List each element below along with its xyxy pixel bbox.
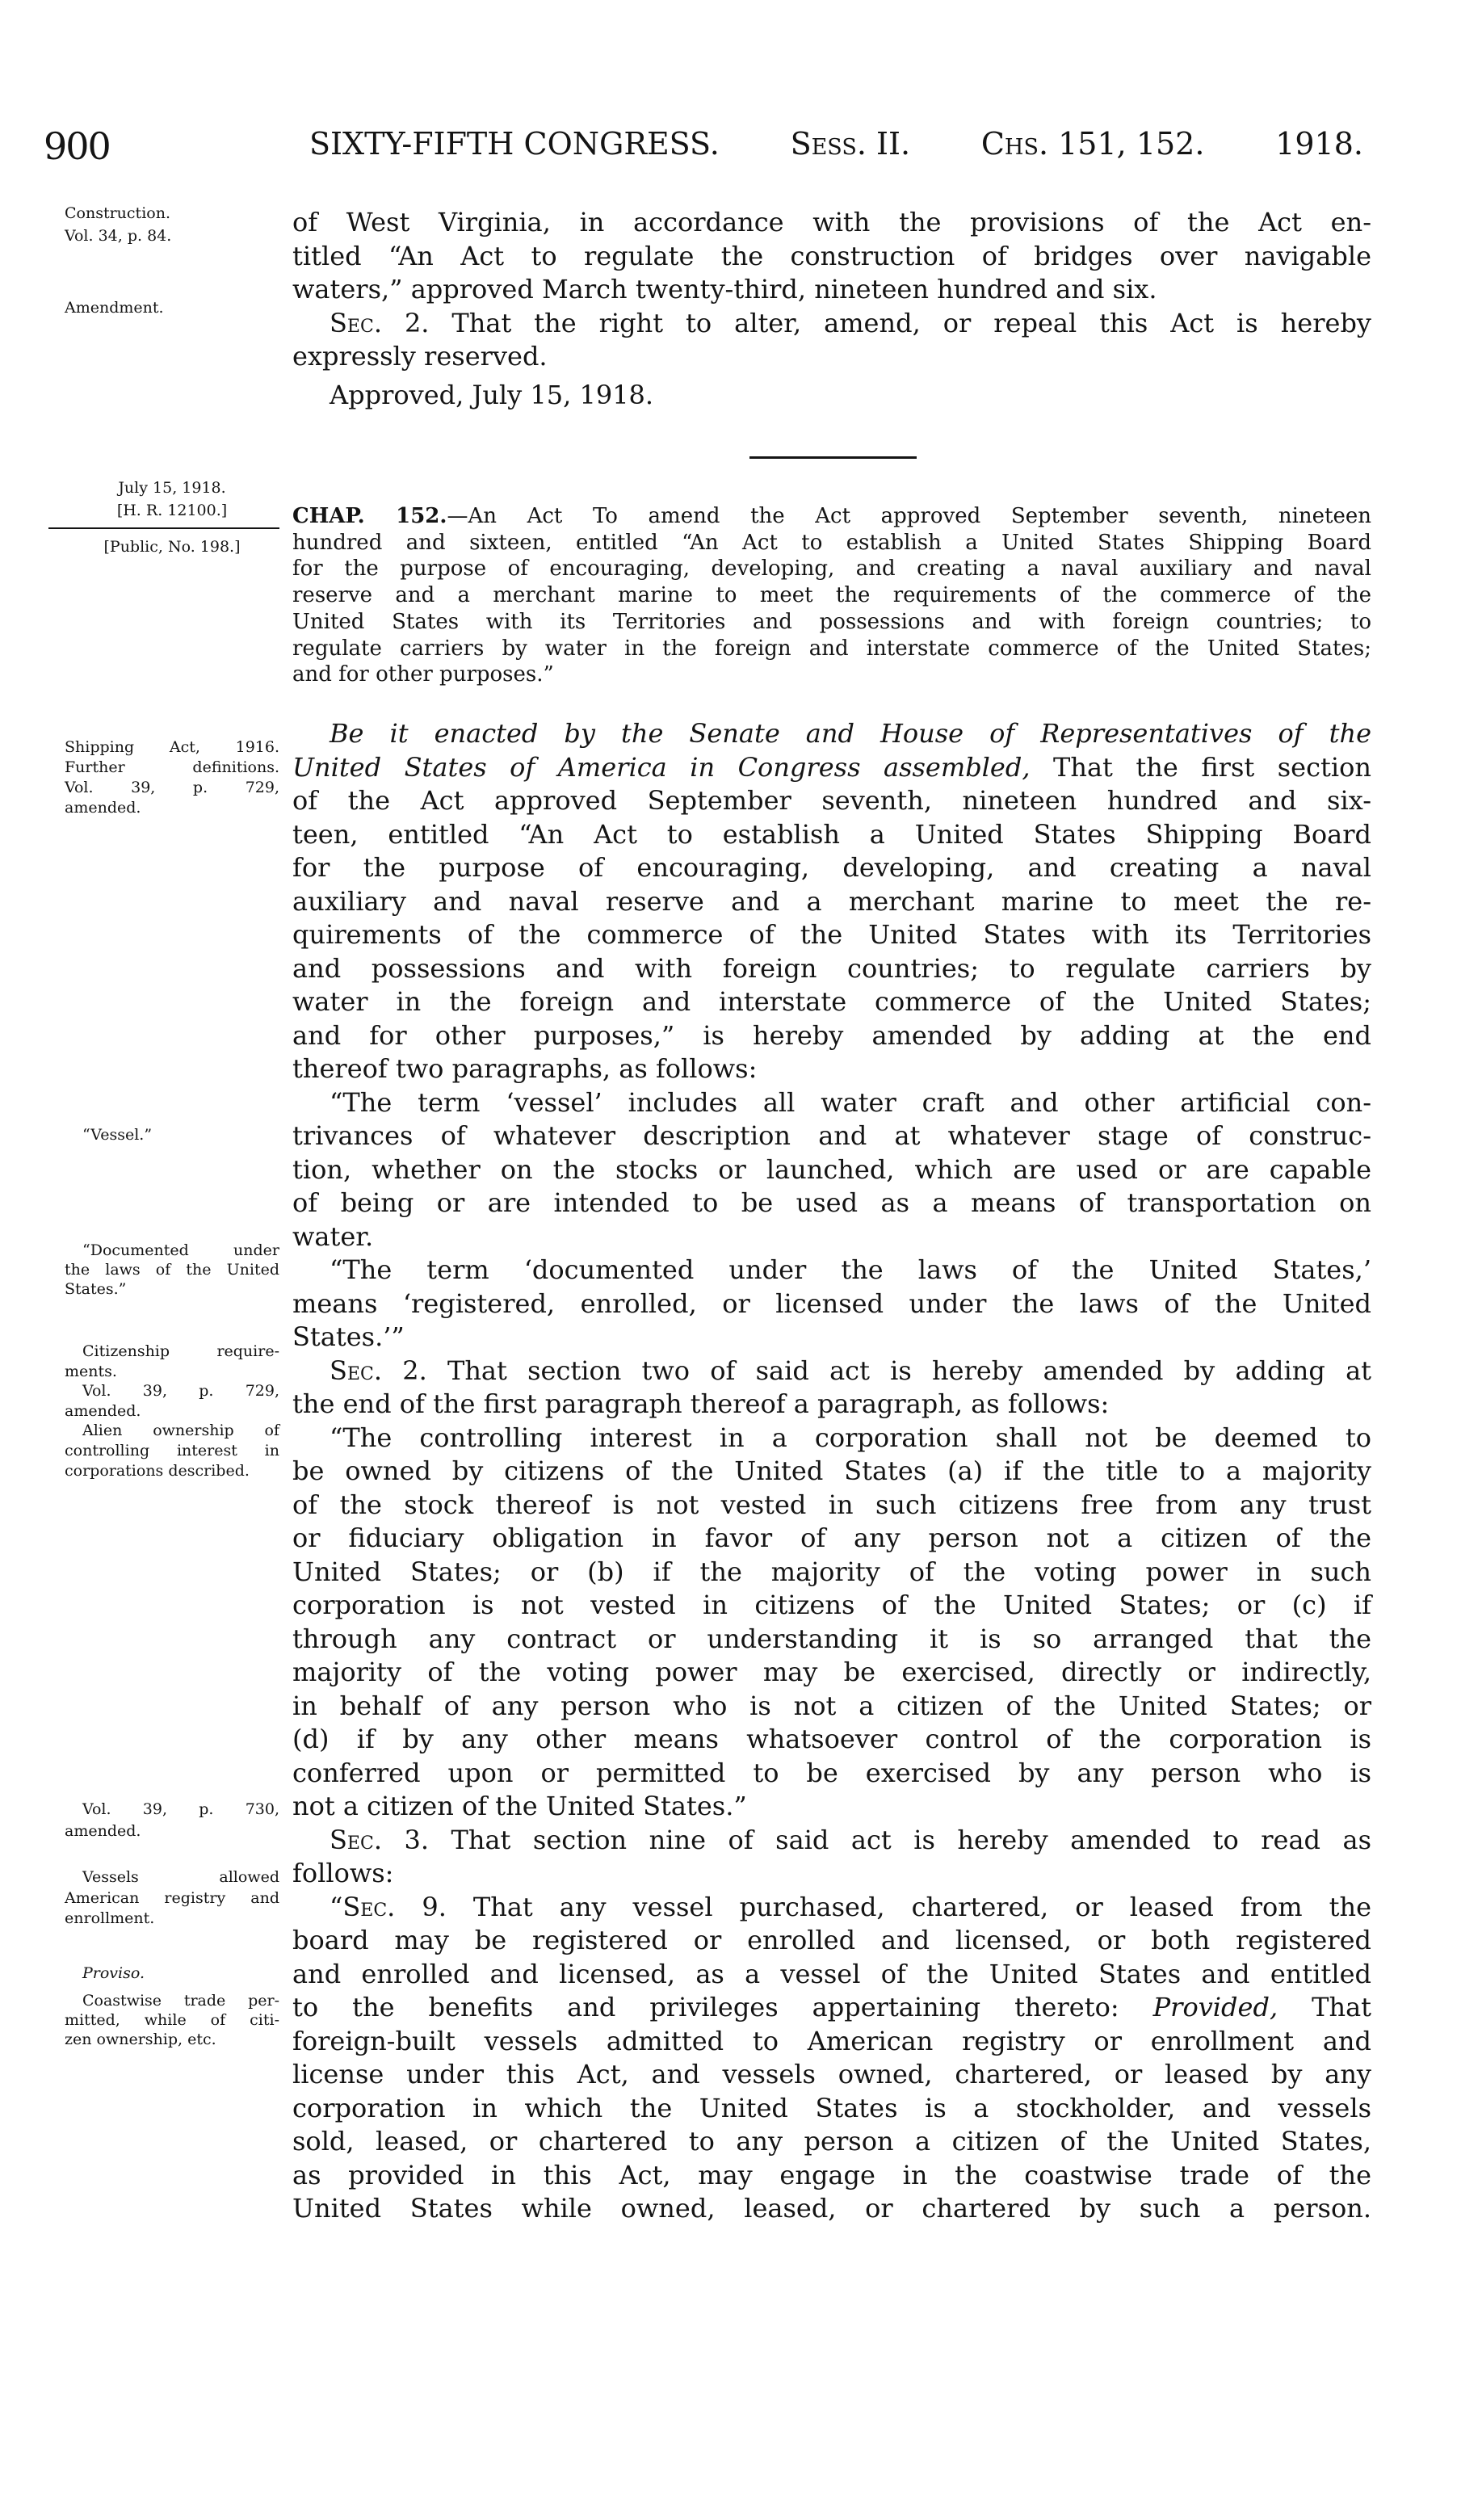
text-run: auxiliary and naval reserve and a merchant marine to meet the re- — [292, 885, 1371, 917]
margin-note-line — [65, 2010, 279, 2030]
text-line — [292, 918, 1371, 952]
text-line — [292, 556, 1371, 582]
text-run: expressly reserved. — [292, 341, 548, 372]
text-run: foreign-built vessels admitted to American registry or enrollment and — [292, 2025, 1371, 2056]
text-run: States.” — [65, 1280, 127, 1298]
text-line — [292, 1958, 1371, 1992]
running-header-part — [1275, 126, 1363, 162]
margin-note-line — [65, 1441, 279, 1461]
text-line — [292, 1790, 1371, 1824]
text-run: and for other purposes.” — [292, 662, 554, 687]
text-line — [292, 1354, 1371, 1388]
text-run: United States; or (b) if the majority of the voting power in such — [292, 1556, 1371, 1587]
text-run: “ — [330, 1891, 343, 1922]
margin-note-line — [65, 298, 279, 318]
italic-text: United States of America in Congress assembled, — [292, 751, 1031, 783]
text-line — [292, 662, 1371, 688]
text-run: teen, entitled “An Act to establish a United States Shipping Board — [292, 818, 1371, 850]
text-run: zen ownership, etc. — [65, 2031, 216, 2048]
paragraph — [292, 1254, 1371, 1354]
margin-note-line — [65, 2030, 279, 2049]
text-run: to the benefits and privileges appertaining thereto: — [292, 1992, 1153, 2022]
paragraph — [292, 307, 1371, 374]
text-run: tion, whether on the stocks or launched, which are used or are capable — [292, 1153, 1371, 1185]
chapter-divider — [749, 456, 917, 459]
text-run: hundred and sixteen, entitled “An Act to establish a United States Shipping Board — [292, 530, 1371, 555]
text-run: United States while owned, leased, or chartered by such a person. — [292, 2193, 1371, 2224]
text-run: 3. That section nine of said act is hereby amended to read as — [382, 1824, 1371, 1855]
enacting-text-block — [292, 717, 1371, 2226]
paragraph — [292, 1086, 1371, 1254]
text-run: for the purpose of encouraging, developing, and creating a naval auxiliary and naval — [292, 556, 1371, 582]
margin-note-line — [65, 477, 279, 499]
text-line — [292, 2192, 1371, 2226]
text-run: [H. R. 12100.] — [116, 502, 228, 519]
text-line — [292, 1489, 1371, 1522]
text-run: corporation is not vested in citizens of the United States; or (c) if — [292, 1590, 1371, 1620]
margin-note-line — [65, 1421, 279, 1441]
text-line — [292, 2058, 1371, 2092]
text-run: not a citizen of the United States.” — [292, 1791, 747, 1821]
continued-text-block — [292, 206, 1371, 374]
text-run: enrollment. — [65, 1909, 155, 1927]
text-run: of West Virginia, in accordance with the provisions of the Act en- — [292, 207, 1371, 237]
text-line — [292, 818, 1371, 852]
text-line — [292, 885, 1371, 919]
text-line — [292, 1891, 1371, 1925]
paragraph — [292, 1354, 1371, 1422]
text-run: [Public, No. 198.] — [103, 538, 241, 556]
text-line — [292, 1589, 1371, 1623]
text-line — [292, 751, 1371, 785]
text-run: regulate carriers by water in the foreign and interstate commerce of the United States; — [292, 636, 1371, 661]
margin-note — [65, 202, 279, 247]
text-run: United States with its Territories and possessions and with foreign countries; to — [292, 609, 1371, 634]
text-line — [292, 851, 1371, 885]
small-caps-text: Sec. — [342, 1891, 396, 1922]
text-line — [292, 1723, 1371, 1757]
text-run: Vol. 39, p. 729, — [65, 779, 279, 796]
text-run: water in the foreign and interstate commerce of the United States; — [292, 986, 1371, 1017]
text-run: Alien ownership of — [82, 1422, 279, 1440]
margin-note-line — [65, 1279, 279, 1299]
text-run: Further definitions. — [65, 758, 279, 776]
text-line — [292, 1119, 1371, 1153]
text-run: SIXTY-FIFTH CONGRESS. — [309, 126, 720, 162]
text-run: and for other purposes,” is hereby amended by adding at the end — [292, 1019, 1371, 1051]
text-line — [292, 273, 1371, 307]
text-run: Vessels allowed — [82, 1868, 279, 1886]
text-line — [292, 1388, 1371, 1422]
text-run: 9. That any vessel purchased, chartered, or leased from the — [395, 1891, 1371, 1922]
italic-text: Proviso. — [82, 1964, 145, 1982]
text-line — [292, 985, 1371, 1019]
chapter-title-block — [292, 503, 1371, 688]
text-run: Vol. 34, p. 84. — [65, 227, 172, 245]
margin-note — [65, 1991, 279, 2049]
running-header — [309, 126, 1363, 162]
text-run: (d) if by any other means whatsoever control of the corporation is — [292, 1724, 1371, 1754]
text-run: Citizenship require- — [82, 1342, 279, 1360]
text-run: titled “An Act to regulate the construction of bridges over navigable — [292, 240, 1371, 271]
page-number: 900 — [44, 124, 110, 168]
text-run: corporation in which the United States is a stockholder, and vessels — [292, 2092, 1371, 2123]
text-line — [292, 1824, 1371, 1858]
margin-note — [65, 298, 279, 318]
text-run: July 15, 1918. — [118, 479, 226, 497]
text-run: —An Act To amend the Act approved September seventh, nineteen — [447, 504, 1371, 528]
text-run: That the first section — [1030, 751, 1372, 783]
margin-note-line — [65, 1964, 279, 1984]
text-run: majority of the voting power may be exercised, directly or indirectly, — [292, 1657, 1371, 1687]
text-line — [292, 206, 1371, 240]
text-run: That — [1278, 1992, 1372, 2022]
text-run: 2. That the right to alter, amend, or repeal this Act is hereby — [382, 307, 1371, 338]
margin-note — [65, 1342, 279, 1480]
text-line — [292, 1019, 1371, 1053]
text-run: American registry and — [65, 1888, 279, 1907]
text-run: conferred upon or permitted to be exercised by any person who is — [292, 1757, 1371, 1788]
margin-note — [65, 1964, 279, 1984]
text-line — [292, 1857, 1371, 1891]
text-run: thereof two paragraphs, as follows: — [292, 1053, 758, 1084]
text-run: of the stock thereof is not vested in such citizens free from any trust — [292, 1489, 1371, 1520]
text-run: the end of the first paragraph thereof a paragraph, as follows: — [292, 1388, 1110, 1419]
text-run: and enrolled and licensed, as a vessel of the United States and entitled — [292, 1958, 1371, 1989]
paragraph — [292, 206, 1371, 307]
italic-text: Be it enacted by the Senate and House of Representatives of the — [330, 718, 1371, 749]
text-line — [292, 307, 1371, 341]
text-line — [292, 1220, 1371, 1254]
text-line — [292, 1455, 1371, 1489]
text-run: license under this Act, and vessels owned, chartered, or leased by any — [292, 2059, 1371, 2090]
small-caps-text: Sec. — [330, 1824, 382, 1855]
margin-note-line — [65, 1461, 279, 1481]
margin-note-line — [65, 737, 279, 758]
text-run: “Vessel.” — [82, 1126, 153, 1144]
text-run: corporations described. — [65, 1461, 250, 1480]
text-run: board may be registered or enrolled and licensed, or both registered — [292, 1925, 1371, 1955]
text-run: of being or are intended to be used as a means of transportation on — [292, 1187, 1371, 1218]
approved-date: Approved, July 15, 1918. — [330, 380, 654, 410]
text-line — [292, 1086, 1371, 1120]
text-run: water. — [292, 1220, 374, 1252]
text-line — [292, 1522, 1371, 1556]
margin-note — [65, 1867, 279, 1930]
text-run: follows: — [292, 1858, 394, 1888]
margin-note — [65, 737, 279, 818]
text-run: controlling interest in — [65, 1441, 279, 1460]
text-run: means ‘registered, enrolled, or licensed under the laws of the United — [292, 1287, 1371, 1319]
running-header-part — [791, 126, 911, 162]
text-run: “The term ‘documented under the laws of the United States,’ — [330, 1254, 1371, 1285]
text-run: trivances of whatever description and at whatever stage of construc- — [292, 1120, 1371, 1151]
text-line — [292, 1254, 1371, 1287]
text-run: Shipping Act, 1916. — [65, 738, 279, 756]
margin-note — [65, 537, 279, 557]
text-line — [292, 1690, 1371, 1724]
text-line — [292, 784, 1371, 818]
text-run: ments. — [65, 1362, 117, 1380]
chapter-number: CHAP. 152. — [292, 504, 447, 528]
margin-note-line — [65, 1909, 279, 1930]
margin-note-line — [65, 758, 279, 778]
text-run: amended. — [65, 799, 141, 817]
text-run: waters,” approved March twenty-third, nineteen hundred and six. — [292, 274, 1157, 304]
text-run: “Documented under — [82, 1241, 279, 1259]
text-run: and possessions and with foreign countries; to regulate carriers by — [292, 952, 1371, 984]
text-run: Coastwise trade per- — [82, 1992, 279, 2010]
margin-note — [65, 1799, 279, 1842]
margin-note-line — [65, 499, 279, 522]
text-line — [292, 1186, 1371, 1220]
paragraph — [292, 1891, 1371, 2226]
text-run: “The term ‘vessel’ includes all water craft and other artificial con- — [330, 1086, 1371, 1118]
text-run: II. — [866, 126, 911, 162]
margin-note-line — [65, 778, 279, 798]
text-run: States.’” — [292, 1321, 405, 1352]
paragraph — [292, 717, 1371, 1086]
margin-note-line — [65, 1401, 279, 1422]
text-line — [292, 1052, 1371, 1086]
text-run: Vol. 39, p. 730, — [82, 1800, 279, 1818]
margin-note-line — [65, 1381, 279, 1401]
margin-divider — [48, 527, 279, 529]
text-line — [292, 2159, 1371, 2193]
margin-note-line — [65, 225, 279, 247]
text-run: for the purpose of encouraging, developing, and creating a naval — [292, 852, 1371, 883]
margin-note-line — [65, 1362, 279, 1382]
text-line — [292, 2125, 1371, 2159]
text-line — [292, 1991, 1371, 2025]
paragraph — [292, 1422, 1371, 1824]
text-line — [292, 582, 1371, 609]
text-line — [292, 952, 1371, 986]
text-line — [292, 340, 1371, 374]
paragraph — [292, 503, 1371, 688]
text-line — [292, 636, 1371, 662]
margin-note-line — [65, 1799, 279, 1821]
margin-note-line — [65, 1125, 279, 1145]
text-line — [292, 609, 1371, 636]
text-line — [292, 1422, 1371, 1455]
text-line — [292, 1556, 1371, 1590]
margin-note-line — [65, 1867, 279, 1888]
text-line — [292, 1287, 1371, 1321]
approval-line — [292, 379, 1371, 413]
text-run: as provided in this Act, may engage in the coastwise trade of the — [292, 2159, 1371, 2190]
small-caps-text: Sec. — [330, 1354, 382, 1386]
text-line — [292, 1623, 1371, 1657]
text-run: in behalf of any person who is not a citizen of the United States; or — [292, 1690, 1371, 1721]
text-line — [292, 240, 1371, 274]
italic-text: Provided, — [1152, 1992, 1278, 2022]
running-header-part — [981, 126, 1205, 162]
text-run: Amendment. — [65, 299, 164, 317]
margin-note-line — [65, 798, 279, 818]
text-run: the laws of the United — [65, 1261, 279, 1279]
text-run: “The controlling interest in a corporation shall not be deemed to — [330, 1422, 1371, 1453]
margin-note-line — [65, 1821, 279, 1842]
text-run: be owned by citizens of the United States (a) if the title to a majority — [292, 1455, 1371, 1486]
small-caps-text: Sess. — [790, 126, 867, 162]
small-caps-text: Sec. — [330, 307, 382, 338]
margin-note-line — [65, 1991, 279, 2010]
text-run: reserve and a merchant marine to meet the requirements of the commerce of the — [292, 583, 1371, 608]
paragraph — [292, 1824, 1371, 1891]
text-line — [292, 1757, 1371, 1791]
text-run: 1918. — [1275, 126, 1363, 162]
margin-note-line — [65, 1888, 279, 1909]
text-run: or fiduciary obligation in favor of any person not a citizen of the — [292, 1522, 1371, 1553]
text-run: Construction. — [65, 204, 170, 222]
text-line — [292, 1924, 1371, 1958]
margin-note-line — [65, 537, 279, 557]
text-run: sold, leased, or chartered to any person a citizen of the United States, — [292, 2126, 1371, 2157]
margin-note — [65, 1241, 279, 1299]
margin-note-line — [65, 1342, 279, 1362]
text-line — [292, 1153, 1371, 1187]
text-run: amended. — [65, 1822, 141, 1840]
margin-note-line — [65, 1241, 279, 1260]
text-run: through any contract or understanding it is so arranged that the — [292, 1623, 1371, 1654]
text-line — [292, 717, 1371, 751]
text-line — [292, 2025, 1371, 2059]
text-run: quirements of the commerce of the United States with its Territories — [292, 919, 1371, 950]
margin-note-line — [65, 202, 279, 225]
text-line — [292, 1321, 1371, 1354]
text-run: amended. — [65, 1401, 141, 1420]
margin-note — [65, 477, 279, 522]
running-header-part — [309, 126, 720, 162]
text-run: 151, 152. — [1048, 126, 1205, 162]
margin-note-line — [65, 1260, 279, 1279]
text-line — [292, 1656, 1371, 1690]
text-line — [292, 503, 1371, 530]
text-run: of the Act approved September seventh, nineteen hundred and six- — [292, 785, 1371, 816]
text-run: mitted, while of citi- — [65, 2011, 279, 2029]
text-run: 2. That section two of said act is hereby amended by adding at — [382, 1354, 1371, 1386]
text-run: Vol. 39, p. 729, — [82, 1382, 279, 1401]
text-line — [292, 530, 1371, 556]
margin-note — [65, 1125, 279, 1145]
text-line — [292, 2092, 1371, 2126]
small-caps-text: Chs. — [980, 126, 1049, 162]
